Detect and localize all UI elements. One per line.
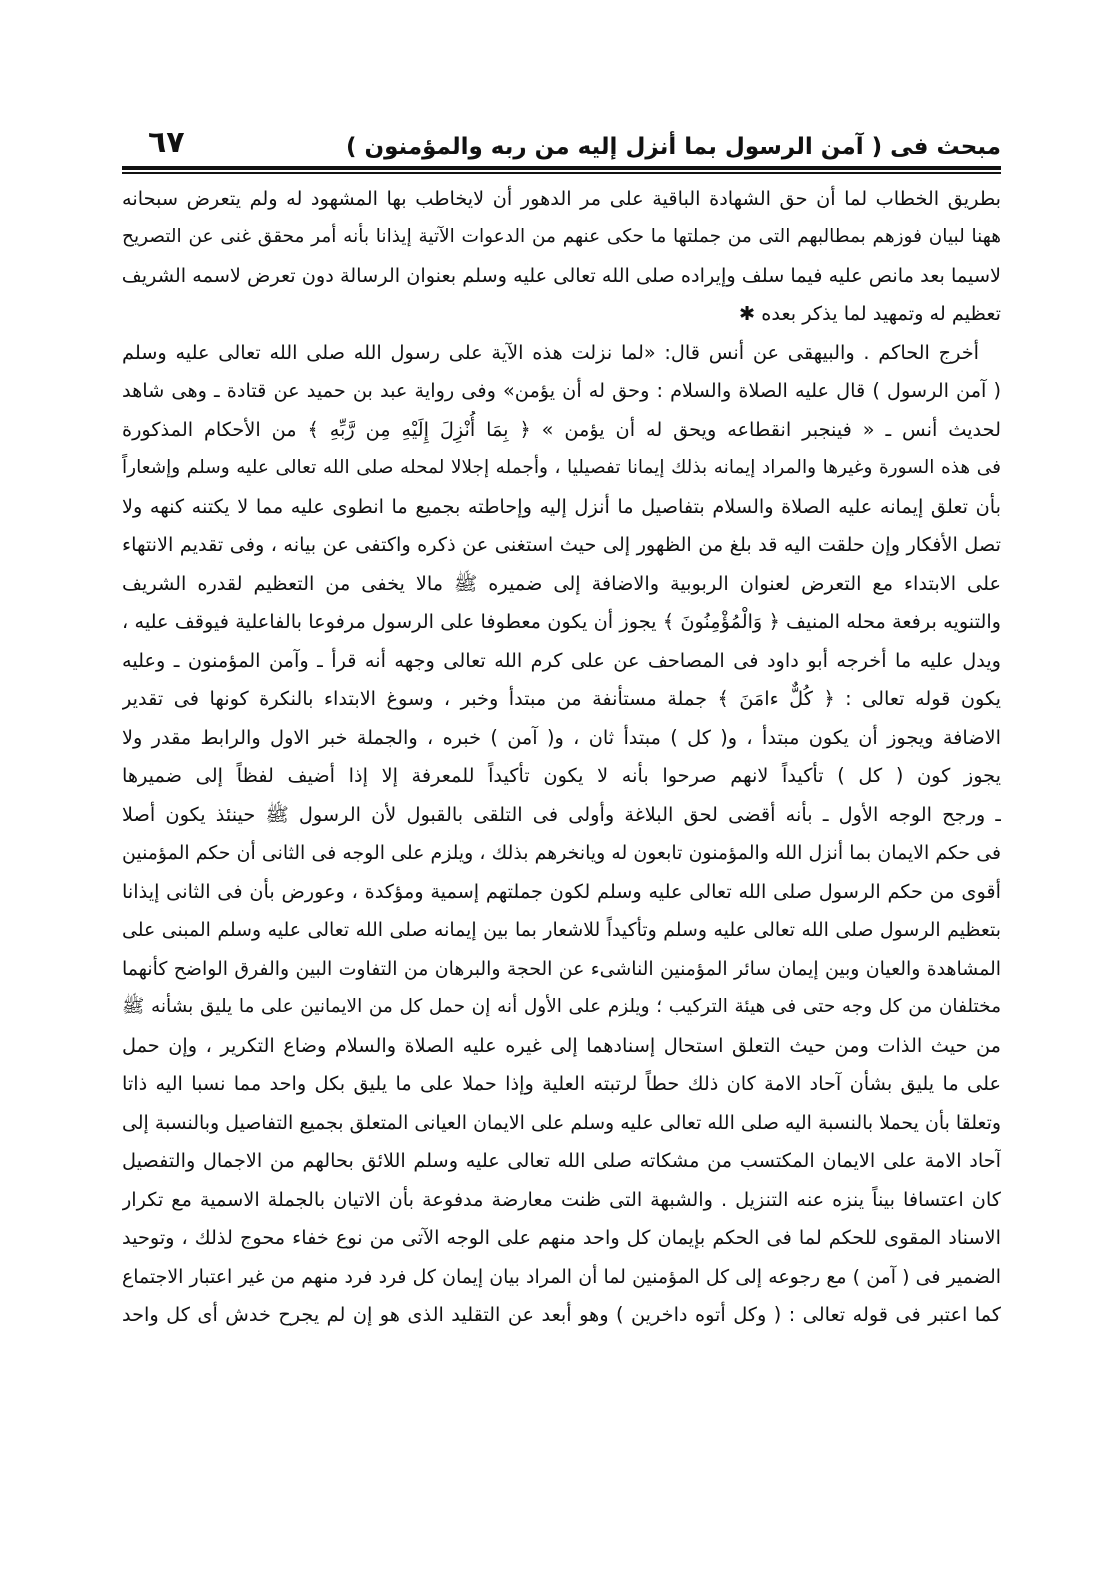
text-line: يكون قوله تعالى : ﴿ كُلٌّ ءامَنَ ﴾ جملة مستأنفة من مبتدأ وخبر ، وسوغ الابتداء بالنكرة كونها فى تقدير — [122, 687, 1001, 710]
text-line: الاسناد المقوى للحكم لما فى الحكم بإيمان كل واحد منهم على الوجه الآتى من نوع خفاء محوج لذلك ، وتوحيد — [122, 1226, 1001, 1249]
text-line: لحديث أنس ـ « فينجبر انقطاعه ويحق له أن يؤمن » ﴿ بِمَا أُنْزِلَ إِلَيْهِ مِن رَّبِّهِ ﴾ من الأحكام المذكورة — [122, 417, 1001, 441]
running-header — [122, 126, 1001, 160]
text-line: بطريق الخطاب لما أن حق الشهادة الباقية على مر الدهور أن لايخاطب بها المشهود له ولم يتعرض سبحانه — [122, 186, 1001, 210]
text-line: بأن تعلق إيمانه عليه الصلاة والسلام بتفاصيل ما أنزل إليه وإحاطته بجميع ما انطوى عليه مما لا يكتنه كنهه ولا — [122, 494, 1001, 518]
text-line: آحاد الامة على الايمان المكتسب من مشكاته صلى الله تعالى عليه وسلم اللائق بحالهم من الاجمال والتفصيل — [122, 1149, 1001, 1172]
text-line: ـ ورجح الوجه الأول ـ بأنه أقضى لحق البلاغة وأولى فى التلقى بالقبول لأن الرسول ﷺ حينئذ يكون أصلا — [122, 802, 1001, 826]
text-line: على الابتداء مع التعرض لعنوان الربوبية والاضافة إلى ضميره ﷺ مالا يخفى من التعظيم لقدره الشريف — [122, 571, 1001, 595]
header-rule-thick — [122, 166, 1001, 170]
text-line: أقوى من حكم الرسول صلى الله تعالى عليه وسلم لكون جملتهم إسمية ومؤكدة ، وعورض بأن فى الثانى إيذانا — [122, 879, 1001, 903]
text-line: والتنويه برفعة محله المنيف ﴿ وَالْمُؤْمِنُونَ ﴾ يجوز أن يكون معطوفا على الرسول مرفوعا بالفاعلية فيوقف عليه ، — [122, 610, 1001, 633]
header-title: مبحث فى ( آمن الرسول بما أنزل إليه من ربه والمؤمنون ) — [345, 134, 1001, 160]
text-line: المشاهدة والعيان وبين إيمان سائر المؤمنين الناشىء عن الحجة والبرهان من التفاوت البين والفرق الواضح كأنهما — [122, 957, 1001, 980]
text-line: كما اعتبر فى قوله تعالى : ( وكل أتوه داخرين ) وهو أبعد عن التقليد الذى هو إن لم يجرح خدش أى كل واحد — [122, 1303, 1001, 1326]
text-line: بتعظيم الرسول صلى الله تعالى عليه وسلم وتأكيداً للاشعار بما بين إيمانه صلى الله تعالى عليه وسلم المبنى على — [122, 919, 1001, 941]
text-line: لاسيما بعد مانص عليه فيما سلف وإيراده صلى الله تعالى عليه وسلم بعنوان الرسالة دون تعرض لاسمه الشريف — [122, 263, 1001, 287]
header-rule-thin — [122, 172, 1001, 174]
text-line: ( آمن الرسول ) قال عليه الصلاة والسلام : وحق له أن يؤمن» وفى رواية عبد بن حميد عن قتادة ـ وهى شاهد — [122, 379, 1001, 402]
text-line: فى هذه السورة وغيرها والمراد إيمانه بذلك إيمانا تفصيليا ، وأجمله إجلالا لمحله صلى الله تعالى عليه وسلم وإشعاراً — [122, 457, 1001, 478]
text-line: ههنا لبيان فوزهم بمطالبهم التى من جملتها ما حكى عنهم من الدعوات الآتية إيذانا بأنه أمر محقق غنى عن التصريح — [122, 226, 1001, 247]
text-line: يجوز كون ( كل ) تأكيداً لانهم صرحوا بأنه لا يكون تأكيداً للمعرفة إلا إذا أضيف لفظاً إلى ضميرها — [122, 764, 1001, 787]
text-line: تصل الأفكار وإن حلقت اليه قد بلغ من الظهور إلى حيث استغنى عن ذكره واكتفى عن بيانه ، وفى تقديم الانتهاء — [122, 533, 1001, 556]
text-line: الاضافة ويجوز أن يكون مبتدأ ، و( كل ) مبتدأ ثان ، و( آمن ) خبره ، والجملة خبر الاول والرابط مقدر ولا — [122, 725, 1001, 749]
text-line: أخرج الحاكم . والبيهقى عن أنس قال: «لما نزلت هذه الآية على رسول الله صلى الله تعالى عليه وسلم — [122, 340, 979, 364]
text-line: مختلفان من كل وجه حتى فى هيئة التركيب ؛ ويلزم على الأول أنه إن حمل كل من الايمانين على ما يليق بشأنه ﷺ — [122, 996, 1001, 1017]
text-line: تعظيم له وتمهيد لما يذكر بعده ✱ — [738, 302, 1001, 325]
text-line: فى حكم الايمان بما أنزل الله والمؤمنون تابعون له ويانخرهم بذلك ، ويلزم على الوجه فى الثانى أن حكم المؤمنين — [122, 842, 1001, 864]
text-line: كان اعتسافا بيناً ينزه عنه التنزيل . والشبهة التى ظنت معارضة مدفوعة بأن الاتيان بالجملة الاسمية مع تكرار — [122, 1187, 1001, 1211]
text-line: من حيث الذات ومن حيث التعلق استحال إسنادهما إلى غيره عليه الصلاة والسلام وضاع التكرير ، وإن حمل — [122, 1033, 1001, 1057]
page-number: ٦٧ — [148, 125, 185, 160]
body-text — [122, 180, 1001, 1335]
text-line: الضمير فى ( آمن ) مع رجوعه إلى كل المؤمنين لما أن المراد بيان إيمان كل فرد فرد منهم من غير اعتبار الاجتماع — [122, 1265, 1001, 1288]
text-line: على ما يليق بشأن آحاد الامة كان ذلك حطاً لرتبته العلية وإذا حملا على ما يليق بكل واحد مما نسبا اليه ذاتا — [122, 1072, 1001, 1095]
text-line: ويدل عليه ما أخرجه أبو داود فى المصاحف عن على كرم الله تعالى وجهه أنه قرأ ـ وآمن المؤمنون ـ وعليه — [122, 648, 1001, 672]
text-line: وتعلقا بأن يحملا بالنسبة اليه صلى الله تعالى عليه وسلم على الايمان العيانى المتعلق بجميع التفاصيل وبالنسبة إلى — [122, 1111, 1001, 1134]
